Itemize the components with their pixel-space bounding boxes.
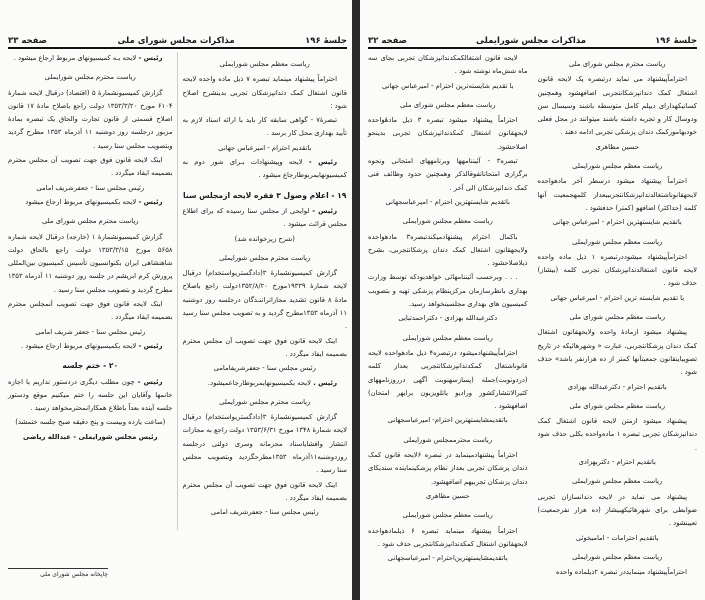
- running-title: مذاکرات مجلس شورای ملی: [117, 36, 235, 46]
- paragraph: [538, 566, 698, 579]
- right-page-header: [368, 32, 697, 49]
- paragraph: [368, 52, 528, 79]
- addressee-line: [368, 434, 528, 447]
- signature-line: [183, 506, 348, 519]
- signature-line: [368, 490, 528, 503]
- addressee-line: [368, 99, 528, 112]
- addressee-line: [538, 311, 698, 324]
- paragraph-text: احتراماًپیشنهادمیشود درتبصره۴ ذیل مادهواحده لایحه قانوناشتغال کمکدندانپزشکانتجربی بعداز کلمه (دردونوبت)جمله (پسازسهنوبت آگهی درروزنامههای کثیرالانتشارکشور ورادیو یاتلویزیون برایهر امتحان) اضافهشود .: [368, 348, 528, 411]
- paragraph-text: ریاست معظم مجلس شورایملی: [402, 511, 493, 520]
- paragraph-text: حسین مظاهری: [425, 491, 470, 500]
- paragraph-text: ریاست محترم مجلس شورایملی: [219, 253, 311, 262]
- paragraph: [183, 73, 348, 113]
- paragraph-text: ریاست معظم مجلس شورایملی: [572, 237, 663, 246]
- paragraph-text: باکمال احترام پیشنهادمیکندتبصره۳ مادهواحده ولایحهقانون اشتغال کمک دندان پزشکانتجربی، بشرح ذیلاصلاحشود .: [368, 232, 528, 268]
- paragraph-text: باتقدیمشایستهترین‌احترام - امیرعباسجهانی: [387, 554, 508, 563]
- paragraph: [368, 449, 528, 489]
- paragraph-text: احتراماًپیشنهاد میشوددرتبصره ۱ ذیل ماده واحده لایحه قانون اشتغالدندانپزشکان تجربی کلمه (بیشاز) حذف شود .: [537, 252, 697, 288]
- addressee-line: [183, 396, 348, 409]
- signature-line: [368, 196, 528, 209]
- speaker-label: رئیس -: [138, 197, 163, 206]
- signature-line: [368, 312, 528, 325]
- signature-line: [538, 532, 698, 545]
- paragraph: [183, 335, 348, 362]
- paragraph-text: ۲۰ - ختم جلسه: [62, 361, 119, 371]
- signature-line: [368, 414, 528, 427]
- paragraph: [368, 114, 528, 154]
- section-heading: [183, 189, 348, 202]
- signature-line: [8, 416, 173, 429]
- paragraph-text: ۱۹ - اعلام وصول ۳ فقره لایحه ازمجلس سنا: [183, 190, 347, 200]
- paragraph-text: باتقدیم احترام - امیرعباس جهانی: [218, 143, 312, 152]
- printer-footnote: چاپخانه مجلس شورای ملی: [8, 568, 108, 578]
- paragraph: [8, 231, 173, 297]
- signature-line: [368, 552, 528, 565]
- addressee-line: [538, 58, 698, 71]
- paragraph-text: چون مطلب دیگری دردستور نداریم با اجازه خانمها وآقایان این جلسه را ختم میکنیم موقع ودستور جلسه آینده بعداً باطلاع همکارانمحترمخواهد رسید .: [8, 377, 173, 413]
- addressee-line: [368, 215, 528, 228]
- paragraph: [538, 415, 698, 455]
- paragraph-text: ریاست معظم مجلس شورایملی: [572, 162, 663, 171]
- paragraph-text: دکترعبدالله بهزادی - دکتراحمدتبایی: [398, 314, 498, 323]
- paragraph-text: احتراماًپیشنهاد می نماید درتبصره یک لایحه قانون اشتغال کمک دندانپزشکانتجربی اضافهشود وهمچنین کسانیکهدارای دیپلم کامل متوسطه باشند وسیسال سن ودوسال کار و تجربه داشته باشند میتوانند در محل فعلی خودبهامورکمک دندان پزشکی تجربی ادامه دهند .: [537, 75, 697, 137]
- paragraph-text: لایحه وپیشنهادات بـرای شور دوم به کمیسیونهایمربوطارجاع میشود .: [182, 158, 347, 180]
- right-page-left-column: [368, 52, 528, 600]
- paragraph-text: باتقدیم احترام - دکترعبدالله بهزادی: [567, 382, 667, 391]
- paragraph-text: ریاست معظم مجلس شورای ملی: [569, 401, 665, 410]
- paragraph-text: باتقدیمشایستهترین احترام- امیرعباسجهانی: [387, 416, 508, 425]
- signature-line: [183, 233, 348, 246]
- left-page-header: [8, 32, 347, 49]
- page-number: صفحه ۳۳: [8, 36, 47, 46]
- paragraph-text: رئیس مجلس سنا - جعفرشریف امامی: [210, 508, 319, 517]
- paragraph: [183, 479, 348, 506]
- speaker-label: رئیس .: [313, 378, 337, 387]
- addressee-line: [368, 332, 528, 345]
- paragraph: [368, 155, 528, 195]
- paragraph-text: رئیس مجلس شورایملی - عبدالله ریاضی: [22, 432, 158, 441]
- paragraph-text: ریاست محترم مجلس شورای ملی: [42, 217, 139, 226]
- paragraph-text: تبصرهٔ۷ - گواهی سابقه کار باید با ارائه اسناد لازم به تأیید بهداری محل کار برسد .: [182, 116, 347, 138]
- paragraph: [183, 205, 348, 232]
- paragraph-text: گزارش کمیسیونشمارهٔ ۳(دادگستریواستخدام) درقبال لایحه شمارهٔ ۱۹۳۳۹مورخ ۱۳۵۲/۸/۲۰دولت راجع باصلاح مادهٔ ۸ قانون تشدید مجازاتراننـدگان درجلسه روز دوشنبه ۱۱ آذرماه ۱۳۵۳مطرح گردید و به تصویب مجلس سنا رسید .: [182, 269, 348, 331]
- paragraph-text: احتراماًپیشنهاد مینمایددر تبصره ۲ذیلماده واحده: [556, 568, 687, 577]
- paragraph: [8, 298, 173, 325]
- paragraph-text: احتراماً پیشنهاد میشود تبصره ۳ ذیل مادهٔواحده لایحهقانون اشتغال کمکدندانپزشکان تجربی بدینحو اصلاحشود.: [368, 116, 528, 151]
- paragraph: [183, 411, 348, 477]
- paragraph: [368, 271, 528, 311]
- paragraph: [183, 377, 348, 390]
- paragraph-text: تبصره۳ - آئیننامهها وبرنامههای امتحانی ونحوه برگزاری امتحاناتفوقالذکر وهمچنین حدود وظائف فنی کمک دندانپزشکان الی آخر .: [368, 157, 528, 192]
- addressee-line: [538, 236, 698, 249]
- paragraph-text: با تقدیم شایسته‌ترین احترام - امیرعباس جهانی: [381, 81, 514, 90]
- paragraph-text: رئیس مجلس سنا - جعفر شریف امامی: [35, 327, 146, 336]
- signature-line: [538, 292, 698, 305]
- paragraph-text: لایحه بـه کمیسیونهای مربوط ارجاع میشود .: [13, 54, 139, 62]
- page-number: صفحه ۳۲: [368, 36, 407, 46]
- paragraph-text: احتراماً پیشنهاد مینماید تبصره ۶ ذیلمادهواحده لایحهقانون اشتغال کمکدندانپزشکانتجربی حذف شود .: [368, 526, 528, 548]
- addressee-line: [538, 551, 698, 564]
- session-number: جلسهٔ ۱۹۶: [655, 36, 697, 46]
- paragraph-text: لایحه قانون اشتغالکمکدندانپزشکان تجربی بجای سه ماه شش‌ماه نوشته شود .: [368, 54, 528, 76]
- paragraph-text: رئیس مجلس سنا - جعفرشریف امامی: [36, 183, 145, 192]
- paragraph: [368, 231, 528, 271]
- paragraph: [8, 376, 173, 416]
- paragraph-text: لوایحی از مجلس سنا رسیده که برای اطلاع مجلس قرائت میشود .: [182, 206, 347, 229]
- left-page-left-column: [8, 52, 173, 600]
- paragraph-text: احتراماً پیشنهاد میشود درسطر آخر مادهواحده لایحهقانوناشتغالدندانپزشکانتجربیبعداز کلمهجمعیت آنها کلمه (حداکثر) اضافهو (کمتر) حذفشود .: [537, 177, 697, 212]
- paragraph-text: ریاست محترممجلس شورایملی: [403, 435, 493, 444]
- paragraph-text: ریاست محترم مجلس شورای ملی: [569, 60, 666, 68]
- paragraph: [183, 114, 348, 141]
- paragraph-text: ریاست معظم مجلس شورایملی: [572, 552, 663, 561]
- paragraph-text: ریاست معظم مجلس شورایملی: [402, 333, 493, 342]
- signature-line: [538, 216, 698, 229]
- signature-line: [368, 80, 528, 93]
- addressee-line: [183, 252, 348, 265]
- right-page-right-column: [538, 52, 698, 600]
- paragraph-text: باتقدیم احترام - دکتربهزادی: [578, 458, 656, 467]
- paragraph-text: احتراماً پیشنهاد مینماید تبصره ۷ ذیل ماده واحده لایحه قانون اشتغال کمک دندانپزشکان تجربی بدینشرح اصلاح شود :: [182, 75, 347, 110]
- signature-line: [538, 381, 698, 394]
- paragraph-text: لایحه بکمیسیونهایمربوطارجاعمیشود.: [207, 378, 314, 387]
- paragraph-text: لایحه بکمیسیونهای مربوط ارجاع میشود .: [20, 341, 139, 350]
- paragraph: [538, 175, 698, 215]
- paragraph: [8, 87, 173, 153]
- paragraph-text: ریاست محترم مجلس شورایملی: [219, 397, 311, 406]
- paragraph-text: . . . وبرحسب آئیننامهائی خواهدبودکه توسط وزارت بهداری بانظرسازمان مرکزینظام پزشکی تهیه و بتصویب کمیسیون های بهداری مجلسینخواهد رسید.: [368, 273, 528, 309]
- addressee-line: [538, 400, 698, 413]
- running-title: مذاکرات مجلس شورایملی: [476, 36, 587, 46]
- addressee-line: [538, 475, 698, 488]
- addressee-line: [538, 160, 698, 173]
- speaker-label: رئیس -: [308, 158, 337, 167]
- speaker-label: رئیس -: [137, 377, 163, 386]
- paragraph-text: باتقدیم شایستهترین احترام - امیرعباس جهانی: [552, 218, 682, 227]
- paragraph-text: اینک لایحه قانون فوق جهت تصویب آن مجلس محترم بضمیمه ایفاد میگردد .: [182, 336, 347, 358]
- paragraph: [538, 491, 698, 531]
- addressee-line: [368, 509, 528, 522]
- signature-line: [183, 142, 348, 155]
- session-number: جلسهٔ ۱۹۶: [305, 36, 347, 46]
- paragraph-text: ریاست معظم مجلس شورایملی: [402, 217, 493, 226]
- signature-line: [8, 431, 173, 444]
- speaker-label: رئیس -: [312, 206, 337, 215]
- paragraph-text: اینک لایحه قانون فوق جهت تصویب آن مجلس محترم بضمیمه ایفاد میگردد .: [8, 156, 173, 178]
- signature-line: [8, 326, 173, 339]
- section-heading: [8, 359, 173, 372]
- paragraph-text: ریاست معظم مجلس شورای ملی: [569, 313, 665, 322]
- speaker-label: رئیس -: [138, 54, 163, 62]
- paragraph-text: احتراماً پیشنهادمینماید در تبصره ۶لایحه قانون کمک دندان پزشکان تجربی بعداز نظام پزشکینماینده سندیکای دندان پزشکان تجربیهم اضافهشود.: [368, 451, 528, 486]
- paragraph-text: پیشنهاد میشود ازمتن لایحه قانون اشتغال کمک دندانپزشکان تجربی تبصره ۱ ماده‌واحده بکلی حذف شود .: [537, 417, 697, 452]
- signature-line: [183, 362, 348, 375]
- paragraph-text: گزارش کمیسیونشمارهٔ ۵ (اقتصاد) درقبال لایحه شمارهٔ ۶۱۰۴ مورخ ۱۳۵۳/۳/۲۰ دولت راجع باصلاح مادهٔ ۱۷ قانون اصلاح قسمتی از قانون تجارت والحاق یک تبصره بمادهٔ مزبور درجلسه روز دوشنبه ۱۱ آذرماه ۱۳۵۳ مطرح گردید وبتصویب مجلس سنا رسید .: [8, 88, 173, 150]
- paragraph: [8, 154, 173, 181]
- paragraph: [538, 73, 698, 139]
- paragraph-text: گزارش کمیسیونشمارهٔ ۳(دادگستریواستخدام) درقبال لایحه شمارهٔ ۱۳۴۸ مورخ ۱۳۵۳/۶/۳۱ دولت راجع به مجازات انتشار وافشایاسناد محرمانه وسری دولتی درجلسه روزدوشنبه۱۱آذرماه ۱۳۵۳مطرحگردید وبتصویب مجلس سنا رسید .: [182, 413, 347, 475]
- paragraph: [8, 52, 173, 65]
- paragraph-text: حسین مظاهری: [595, 142, 640, 151]
- paragraph-text: ریاست محترم مجلس شورایملی: [44, 73, 136, 82]
- paragraph: [8, 196, 173, 209]
- paragraph-text: با تقدیم شایسته ترین احترام - امیرعباس جهانی: [550, 293, 685, 302]
- paragraph-text: ریاست معظم مجلس شورای ملی: [400, 100, 496, 109]
- paragraph-text: پیشنهاد می نماید در لایحه دندانسازان تجربی ضوابطی برای شهرهائیکهبیشاز (ده هزار نفرجمعیت) تعیینشود .: [537, 492, 697, 528]
- right-page: [360, 0, 705, 600]
- addressee-line: [8, 71, 173, 84]
- paragraph: [368, 347, 528, 413]
- paragraph-text: اینک لایحه قانون فوق جهت تصویب آنمجلس محترم بضمیمه ایفاد میگردد .: [8, 300, 173, 322]
- paragraph: [183, 156, 348, 183]
- paragraph-text: رئیس مجلس سنا - جعفرشریفامامی: [213, 364, 316, 373]
- paragraph: [538, 251, 698, 291]
- column-divider: [177, 52, 178, 530]
- paragraph-text: اینک لایحه قانون فوق جهت تصویب آن مجلس محترم بضمیمه ایفاد میگردد .: [182, 480, 347, 502]
- speaker-label: رئیس -: [138, 341, 163, 350]
- signature-line: [538, 141, 698, 154]
- left-page-right-column: [183, 52, 348, 600]
- paragraph-text: ریاست معظم مجلس شورایملی: [572, 477, 663, 486]
- paragraph: [183, 267, 348, 333]
- addressee-line: [8, 215, 173, 228]
- signature-line: [8, 182, 173, 195]
- paragraph-text: گزارش کمیسیونشمارهٔ ۱ (خارجه) درقبال لایحه شماره ۵۶۵۸ مورخ ۱۳۵۳/۳/۱۵ دولت راجع بالحاق دولت شاهنشاهی ایران بکنوانسیون تأسیس کمیسیون بین‌المللی پرورش کرم ابریشم در جلسه روز دوشنبه ۱۱ آذرماه ۱۳۵۳ مطرح گردید و بتصویب مجلس سنا رسید .: [8, 232, 173, 294]
- paragraph-text: ریاست معظم مجلس شورایملی: [219, 60, 310, 68]
- addressee-line: [183, 58, 348, 71]
- paragraph: [368, 525, 528, 552]
- paragraph-text: باتقدیم احترامات - امامیخوئی: [575, 533, 659, 542]
- signature-line: [538, 456, 698, 469]
- paragraph-text: باتقدیم شایستهترین احترام - امیرعباسجهانی: [385, 197, 510, 206]
- paragraph-text: لایحه بکمیسیونهای مربوط ارجاع میشود: [25, 197, 139, 206]
- paragraph-text: (شرح زیرخوانده شد): [234, 234, 295, 243]
- paragraph-text: (ساعت یازده وبیست و پنج دقیقه صبح جلسه ختمشد): [15, 418, 166, 427]
- paragraph-text: پیشنهاد میشود ازمادهٔ واحده ولایحهقانون اشتغال کمک دندان پزشکانتجربی، عبارت « وشهرهائیکه در تاریخ تصویباینقانون جمعیتآنها کمتر از ده هزارنفر باشد» حذف شود .: [537, 328, 697, 377]
- paragraph: [538, 326, 698, 379]
- paragraph: [8, 340, 173, 353]
